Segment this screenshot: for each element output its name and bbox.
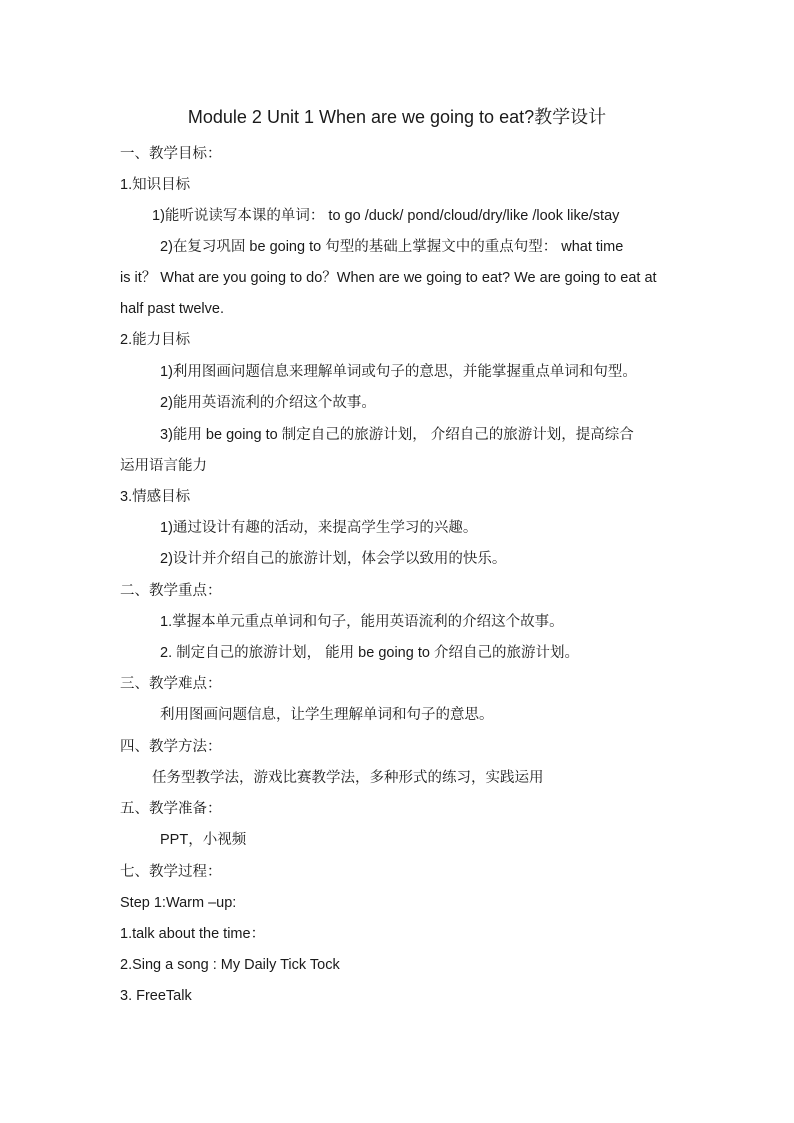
difficulty-item-1: 利用图画问题信息，让学生理解单词和句子的意思。 <box>160 707 494 723</box>
section-heading-preparation: 五、教学准备： <box>120 801 222 817</box>
preparation-item-1: PPT，小视频 <box>160 832 247 848</box>
knowledge-item-2-line-1: 2)在复习巩固 be going to 句型的基础上掌握文中的重点句型： what time <box>160 239 624 255</box>
emotion-item-1: 1)通过设计有趣的活动，来提高学生学习的兴趣。 <box>160 520 478 536</box>
section-heading-methods: 四、教学方法： <box>120 739 222 755</box>
ability-item-3-line-1: 3)能用 be going to 制定自己的旅游计划， 介绍自己的旅游计划，提高综合 <box>160 427 634 443</box>
method-item-1: 任务型教学法，游戏比赛教学法，多种形式的练习，实践运用 <box>152 770 544 786</box>
subheading-ability: 2.能力目标 <box>120 332 191 348</box>
process-item: 2.Sing a song : My Daily Tick Tock <box>120 957 340 973</box>
knowledge-item-2-line-2: is it？ What are you going to do？When are we going to eat? We are going to eat at <box>120 270 657 286</box>
document-title: Module 2 Unit 1 When are we going to eat?教学设计 <box>187 107 607 127</box>
section-heading-process: 七、教学过程： <box>120 864 222 880</box>
ability-item-2: 2)能用英语流利的介绍这个故事。 <box>160 395 376 411</box>
knowledge-item-2-line-3: half past twelve. <box>120 301 224 317</box>
ability-item-3-line-2: 运用语言能力 <box>120 458 207 474</box>
section-heading-difficulties: 三、教学难点： <box>120 676 222 692</box>
section-heading-objectives: 一、教学目标： <box>120 146 222 162</box>
knowledge-item-1: 1)能听说读写本课的单词： to go /duck/ pond/cloud/dry/like /look like/stay <box>152 208 620 224</box>
ability-item-1: 1)利用图画问题信息来理解单词或句子的意思，并能掌握重点单词和句型。 <box>160 364 637 380</box>
key-point-item-2: 2. 制定自己的旅游计划， 能用 be going to 介绍自己的旅游计划。 <box>160 645 579 661</box>
process-step-1: Step 1:Warm –up: <box>120 895 237 911</box>
section-heading-key-points: 二、教学重点： <box>120 583 222 599</box>
key-point-item-1: 1.掌握本单元重点单词和句子，能用英语流利的介绍这个故事。 <box>160 614 564 630</box>
process-item: 1.talk about the time： <box>120 926 266 942</box>
subheading-emotion: 3.情感目标 <box>120 489 191 505</box>
subheading-knowledge: 1.知识目标 <box>120 177 191 193</box>
process-item: 3. FreeTalk <box>120 988 192 1004</box>
emotion-item-2: 2)设计并介绍自己的旅游计划，体会学以致用的快乐。 <box>160 551 507 567</box>
